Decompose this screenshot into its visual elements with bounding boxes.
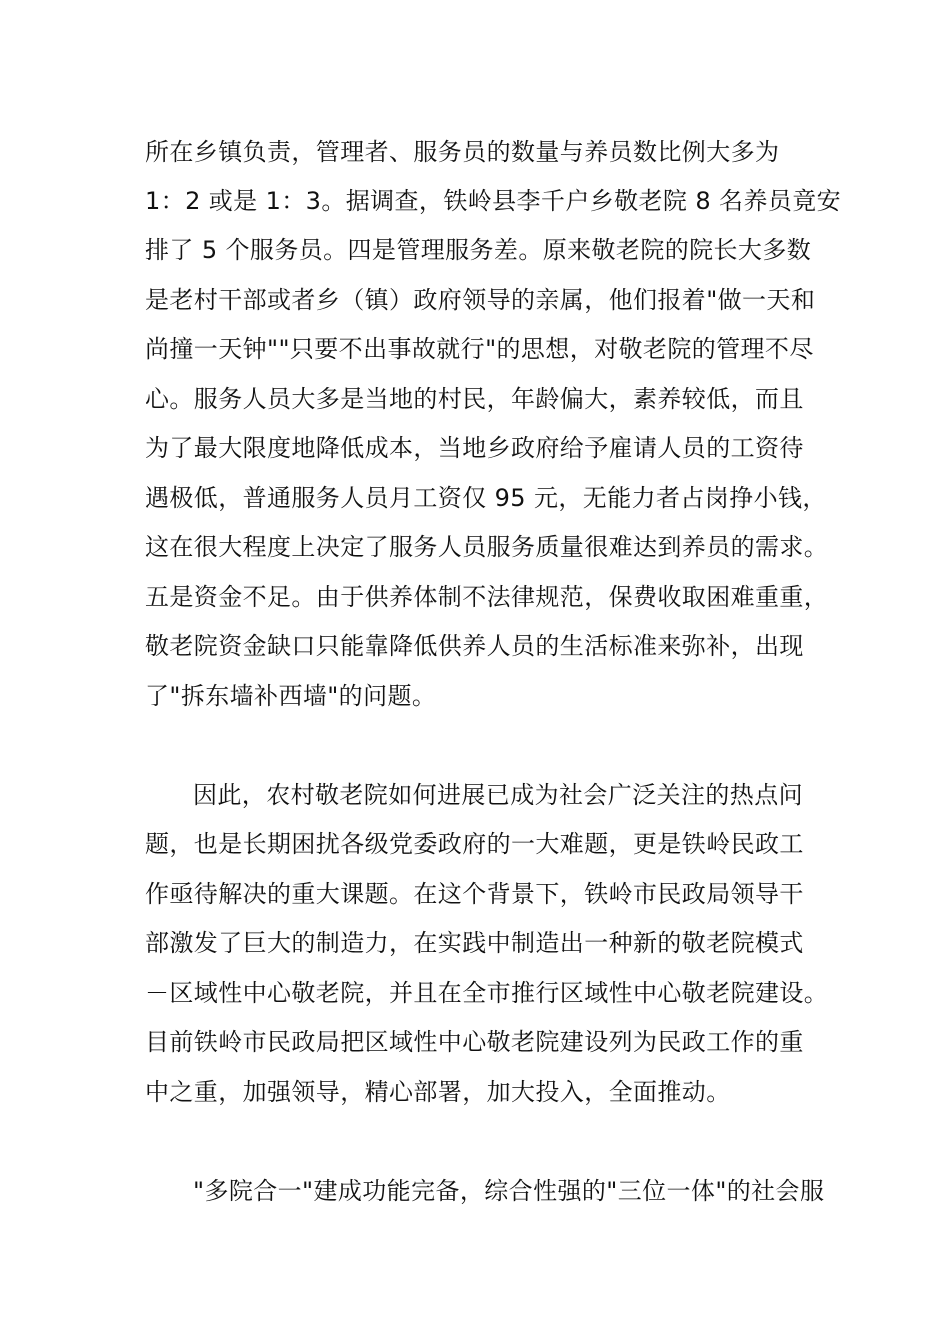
text-line: 五是资金不足。由于供养体制不法律规范，保费收取困难重重， <box>145 583 829 611</box>
text-line: －区域性中心敬老院，并且在全市推行区域性中心敬老院建设。 <box>145 979 829 1007</box>
text-line: 心。服务人员大多是当地的村民，年龄偏大，素养较低，而且 <box>145 385 804 413</box>
text-line: 了"拆东墙补西墙"的问题。 <box>145 682 437 710</box>
text-line: 目前铁岭市民政局把区域性中心敬老院建设列为民政工作的重 <box>145 1028 804 1056</box>
text-line: 是老村干部或者乡（镇）政府领导的亲属，他们报着"做一天和 <box>145 286 816 314</box>
text-line: 排了 5 个服务员。四是管理服务差。原来敬老院的院长大多数 <box>145 236 812 264</box>
text-line: "多院合一"建成功能完备，综合性强的"三位一体"的社会服 <box>193 1177 825 1205</box>
text-line: 题，也是长期困扰各级党委政府的一大难题，更是铁岭民政工 <box>145 830 804 858</box>
text-line: 作亟待解决的重大课题。在这个背景下，铁岭市民政局领导干 <box>145 880 804 908</box>
text-line: 尚撞一天钟""只要不出事故就行"的思想，对敬老院的管理不尽 <box>145 335 814 363</box>
text-line: 敬老院资金缺口只能靠降低供养人员的生活标准来弥补，出现 <box>145 632 804 660</box>
text-line: 所在乡镇负责，管理者、服务员的数量与养员数比例大多为 <box>145 138 780 166</box>
text-line: 1：2 或是 1：3。据调查，铁岭县李千户乡敬老院 8 名养员竟安 <box>145 187 842 215</box>
text-line: 部激发了巨大的制造力，在实践中制造出一种新的敬老院模式 <box>145 929 804 957</box>
text-line: 中之重，加强领导，精心部署，加大投入，全面推动。 <box>145 1078 731 1106</box>
text-line: 为了最大限度地降低成本，当地乡政府给予雇请人员的工资待 <box>145 434 804 462</box>
text-line: 因此，农村敬老院如何进展已成为社会广泛关注的热点问 <box>193 781 803 809</box>
text-line: 这在很大程度上决定了服务人员服务质量很难达到养员的需求。 <box>145 533 829 561</box>
text-line: 遇极低，普通服务人员月工资仅 95 元，无能力者占岗挣小钱， <box>145 484 827 512</box>
